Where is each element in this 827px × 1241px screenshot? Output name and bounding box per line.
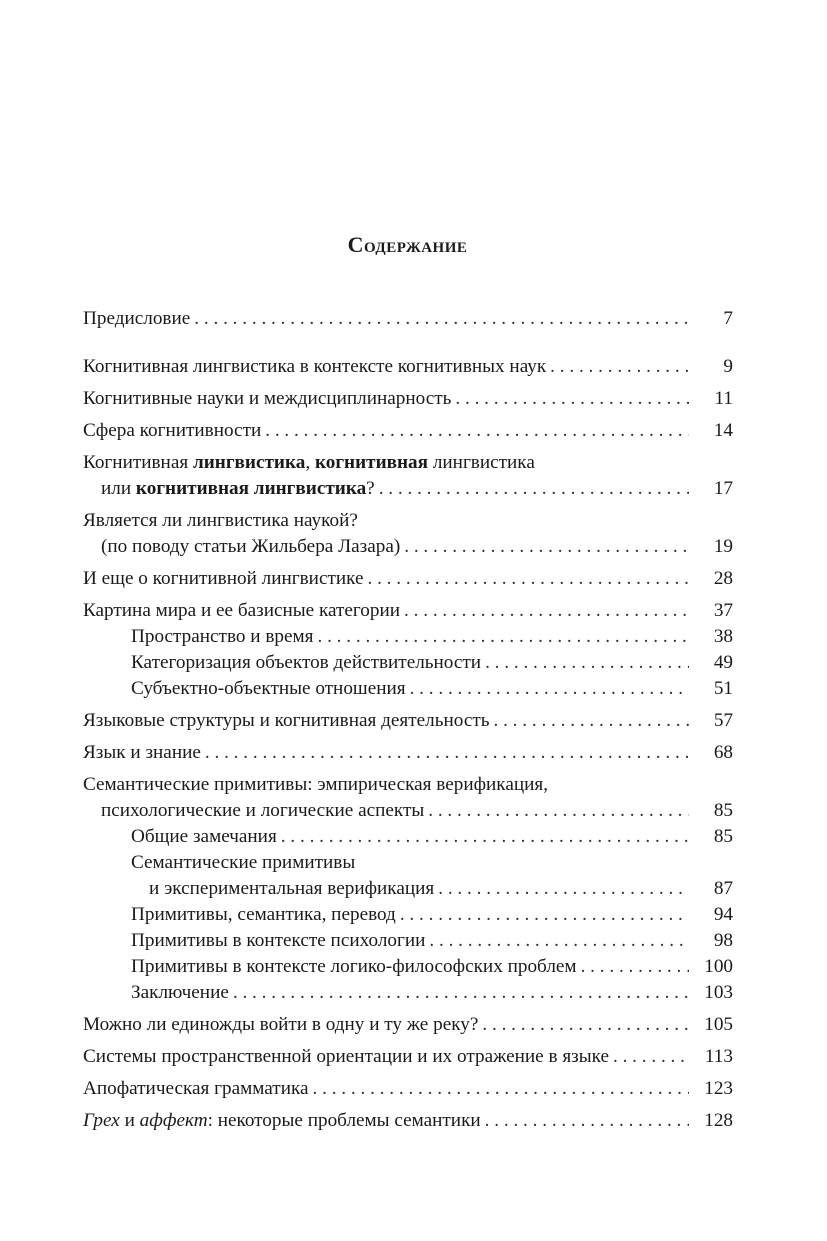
toc-page-number: 38 xyxy=(713,626,733,647)
dot-leader xyxy=(410,676,689,702)
dot-leader xyxy=(613,1044,689,1070)
toc-entry-title: Предисловие xyxy=(83,308,191,329)
dot-leader xyxy=(404,534,689,560)
toc-subentry-categorization[interactable] xyxy=(83,650,733,676)
toc-entry-title: Языковые структуры и когнитивная деятельность xyxy=(83,710,490,731)
toc-entry-title: Картина мира и ее базисные категории xyxy=(83,600,401,621)
toc-subentry-psychology[interactable] xyxy=(83,928,733,954)
dot-leader xyxy=(581,954,689,980)
toc-subentry-conclusion[interactable] xyxy=(83,980,733,1006)
dot-leader xyxy=(493,708,689,734)
bold-text: когнитивная лингвистика xyxy=(135,478,367,499)
toc-entry-title-line2: (по поводу статьи Жильбера Лазара) xyxy=(101,536,401,557)
toc-page-number: 17 xyxy=(713,478,733,499)
toc-page-number: 128 xyxy=(704,1110,733,1131)
toc-entry-language-structures[interactable] xyxy=(83,708,733,734)
toc-subentry-logic-philosophy[interactable] xyxy=(83,954,733,980)
toc-entry-more-on-cognitive-linguistics[interactable] xyxy=(83,566,733,592)
dot-leader xyxy=(317,624,689,650)
toc-entry-title-line1: Семантические примитивы: эмпирическая верификация, xyxy=(83,774,549,795)
toc-entry-spatial-orientation[interactable] xyxy=(83,1044,733,1070)
text-part: ? xyxy=(366,478,375,499)
text-part: лингвистика xyxy=(428,452,535,473)
italic-text: аффект xyxy=(139,1110,208,1131)
toc-entry-cognitive-linguistics-context[interactable] xyxy=(83,354,733,380)
toc-page-number: 105 xyxy=(704,1014,733,1035)
toc-subentry-general-remarks[interactable] xyxy=(83,824,733,850)
toc-entry-title: Категоризация объектов действительности xyxy=(131,652,482,673)
dot-leader xyxy=(404,598,689,624)
dot-leader xyxy=(379,476,689,502)
toc-page-number: 9 xyxy=(723,356,733,377)
toc-entry-title: Общие замечания xyxy=(131,826,277,847)
dot-leader xyxy=(482,1012,689,1038)
toc-page-number: 11 xyxy=(714,388,733,409)
text-part: Когнитивная xyxy=(83,452,193,473)
toc-page-number: 85 xyxy=(713,800,733,821)
toc-entry-title-line1 xyxy=(83,450,535,476)
toc-entry-title: Апофатическая грамматика xyxy=(83,1078,309,1099)
toc-entry-cognition-sphere[interactable] xyxy=(83,418,733,444)
toc-entry-semantic-primitives[interactable] xyxy=(83,772,733,1006)
toc-page-number: 103 xyxy=(704,982,733,1003)
toc-subentry-experimental-verification[interactable] xyxy=(83,850,733,902)
toc-subentry-translation[interactable] xyxy=(83,902,733,928)
dot-leader xyxy=(400,902,689,928)
bold-text: лингвистика xyxy=(192,452,306,473)
dot-leader xyxy=(550,354,689,380)
toc-entry-cognitive-linguistics-emphasis[interactable] xyxy=(83,450,733,502)
dot-leader xyxy=(485,1108,689,1134)
toc-page-number: 7 xyxy=(723,308,733,329)
toc-entry-title: Системы пространственной ориентации и их отражение в языке xyxy=(83,1046,609,1067)
toc-subentry-space-time[interactable] xyxy=(83,624,733,650)
toc-entry-river[interactable] xyxy=(83,1012,733,1038)
toc-page-number: 113 xyxy=(704,1046,733,1067)
dot-leader xyxy=(281,824,689,850)
toc-entry-title: Примитивы в контексте логико-философских проблем xyxy=(131,956,577,977)
toc-entry-title-line1: Семантические примитивы xyxy=(131,852,356,873)
text-part: : некоторые проблемы семантики xyxy=(207,1110,481,1131)
dot-leader xyxy=(205,740,689,766)
toc-entry-interdisciplinarity[interactable] xyxy=(83,386,733,412)
toc-subentry-subject-object[interactable] xyxy=(83,676,733,702)
toc-entry-title: И еще о когнитивной лингвистике xyxy=(83,568,364,589)
toc-entry-language-knowledge[interactable] xyxy=(83,740,733,766)
toc-entry-title: Язык и знание xyxy=(83,742,201,763)
toc-entry-is-linguistics-science[interactable] xyxy=(83,508,733,560)
toc-entry-title-line2: психологические и логические аспекты xyxy=(101,800,425,821)
page-title: Содержание xyxy=(347,232,468,257)
italic-text: Грех xyxy=(83,1110,120,1131)
dot-leader xyxy=(438,876,689,902)
toc-page-number: 49 xyxy=(713,652,733,673)
toc-page-number: 123 xyxy=(704,1078,733,1099)
toc-page-number: 14 xyxy=(713,420,733,441)
toc-page-number: 19 xyxy=(713,536,733,557)
toc-entry-title: Примитивы в контексте психологии xyxy=(131,930,426,951)
toc-entry-title: Сфера когнитивности xyxy=(83,420,262,441)
toc-page-number: 51 xyxy=(713,678,733,699)
toc-entry-world-picture[interactable] xyxy=(83,598,733,702)
dot-leader xyxy=(455,386,689,412)
toc-page-number: 28 xyxy=(713,568,733,589)
table-of-contents xyxy=(83,306,733,1134)
toc-page-number: 37 xyxy=(713,600,733,621)
toc-entry-title: Пространство и время xyxy=(131,626,314,647)
toc-entry-title: Можно ли единожды войти в одну и ту же реку? xyxy=(83,1014,479,1035)
toc-entry-apophatic-grammar[interactable] xyxy=(83,1076,733,1102)
toc-entry-title: Заключение xyxy=(131,982,229,1003)
toc-page-number: 94 xyxy=(713,904,733,925)
toc-entry-title: Субъектно-объектные отношения xyxy=(131,678,406,699)
bold-text: когнитивная xyxy=(314,452,429,473)
toc-entry-title: Когнитивные науки и междисциплинарность xyxy=(83,388,452,409)
text-part: или xyxy=(101,478,136,499)
toc-page-number: 68 xyxy=(713,742,733,763)
toc-page-number: 57 xyxy=(713,710,733,731)
dot-leader xyxy=(194,306,689,332)
toc-entry-sin-affect[interactable] xyxy=(83,1108,733,1134)
dot-leader xyxy=(428,798,689,824)
toc-entry-title-line2: и экспериментальная верификация xyxy=(149,878,435,899)
toc-page-number: 98 xyxy=(713,930,733,951)
toc-entry-title: Примитивы, семантика, перевод xyxy=(131,904,396,925)
toc-entry-preface[interactable] xyxy=(83,306,733,332)
toc-entry-title-line1: Является ли лингвистика наукой? xyxy=(83,510,358,531)
dot-leader xyxy=(485,650,689,676)
text-part: и xyxy=(119,1110,140,1131)
dot-leader xyxy=(265,418,689,444)
toc-page-number: 85 xyxy=(713,826,733,847)
toc-entry-title-line2 xyxy=(101,476,375,502)
dot-leader xyxy=(367,566,689,592)
toc-page-number: 100 xyxy=(704,956,733,977)
toc-entry-title: Когнитивная лингвистика в контексте когнитивных наук xyxy=(83,356,547,377)
toc-entry-title xyxy=(83,1108,481,1134)
toc-page-number: 87 xyxy=(713,878,733,899)
dot-leader xyxy=(313,1076,689,1102)
text-part: , xyxy=(305,452,315,473)
dot-leader xyxy=(233,980,689,1006)
dot-leader xyxy=(429,928,689,954)
